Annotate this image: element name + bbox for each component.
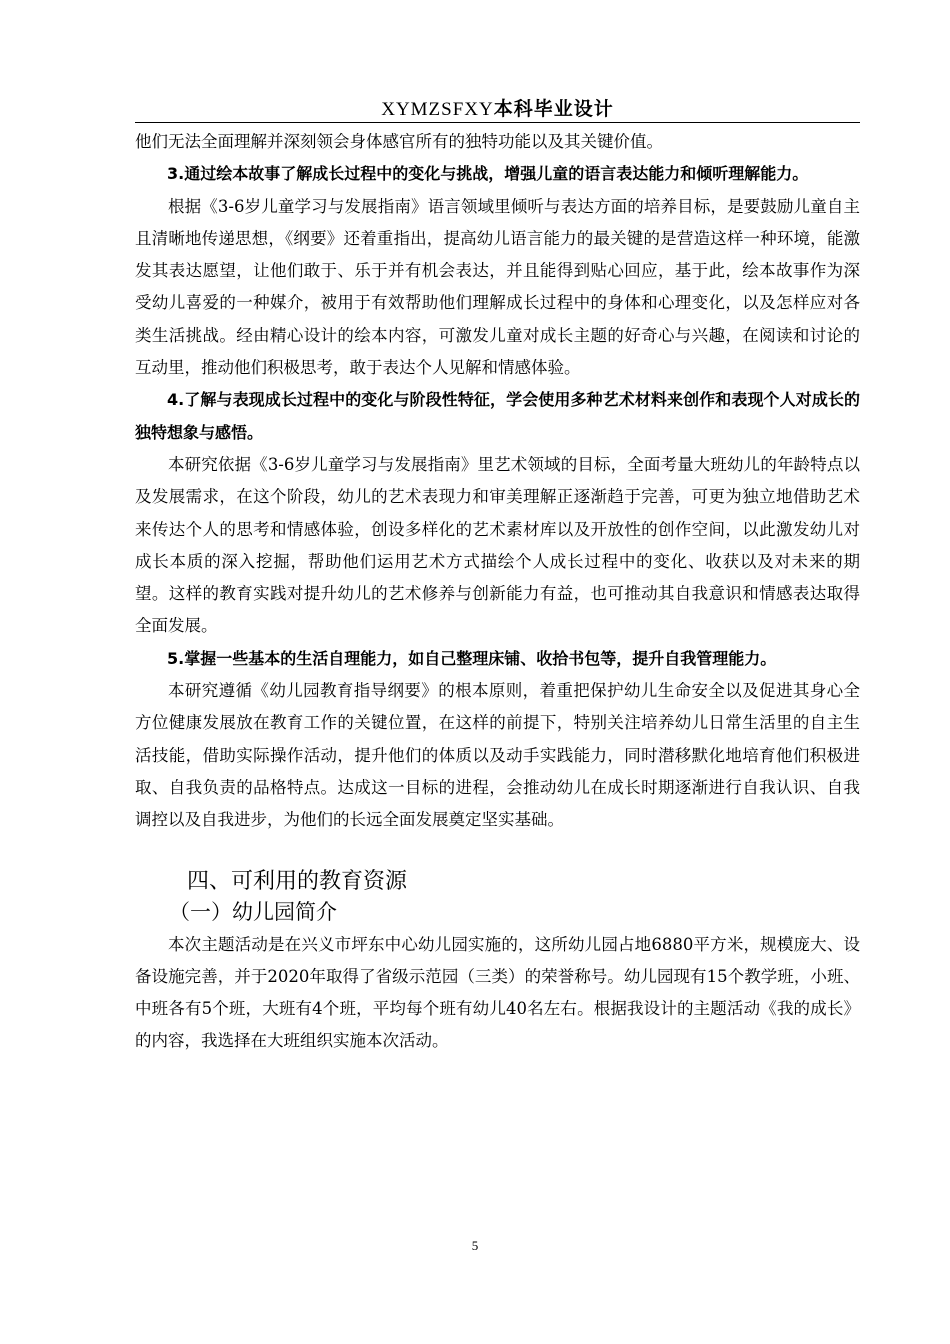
header-rule <box>135 122 860 123</box>
paragraph-language: 根据《3-6岁儿童学习与发展指南》语言领域里倾听与表达方面的培养目标，是要鼓励儿童自主且清晰地传递思想，《纲要》还着重指出，提高幼儿语言能力的最关键的是营造这样一种环境，能激发其表达愿望，让他们敢于、乐于并有机会表达，并且能得到贴心回应，基于此，绘本故事作为深受幼儿喜爱的一种媒介，被用于有效帮助他们理解成长过程中的身体和心理变化，以及怎样应对各类生活挑战。经由精心设计的绘本内容，可激发儿童对成长主题的好奇心与兴趣，在阅读和讨论的互动里，推动他们积极思考，敢于表达个人见解和情感体验。 <box>135 196 860 378</box>
subsection-heading: （一）幼儿园简介 <box>169 899 337 924</box>
section-heading: 四、可利用的教育资源 <box>187 868 408 894</box>
page-header <box>135 96 860 122</box>
document-body <box>135 126 860 1058</box>
paragraph-kindergarten-intro: 本次主题活动是在兴义市坪东中心幼儿园实施的，这所幼儿园占地6880平方米，规模庞大、设备设施完善，并于2020年取得了省级示范园（三类）的荣誉称号。幼儿园现有15个教学班，小班、中班各有5个班，大班有4个班，平均每个班有幼儿40名左右。根据我设计的主题活动《我的成长》的内容，我选择在大班组织实施本次活动。 <box>135 934 860 1051</box>
paragraph-art: 本研究依据《3-6岁儿童学习与发展指南》里艺术领域的目标，全面考量大班幼儿的年龄特点以及发展需求，在这个阶段，幼儿的艺术表现力和审美理解正逐渐趋于完善，可更为独立地借助艺术来传达个人的思考和情感体验，创设多样化的艺术素材库以及开放性的创作空间，以此激发幼儿对成长本质的深入挖掘，帮助他们运用艺术方式描绘个人成长过程中的变化、收获以及对未来的期望。这样的教育实践对提升幼儿的艺术修养与创新能力有益，也可推动其自我意识和情感表达取得全面发展。 <box>135 454 860 636</box>
page-number: 5 <box>471 1238 479 1253</box>
objective-heading-4: 4.了解与表现成长过程中的变化与阶段性特征，学会使用多种艺术材料来创作和表现个人对成长的独特想象与感悟。 <box>135 390 860 442</box>
header-title: 本科毕业设计 <box>493 98 614 120</box>
objective-heading-3: 3.通过绘本故事了解成长过程中的变化与挑战，增强儿童的语言表达能力和倾听理解能力。 <box>167 164 809 184</box>
header-prefix: XYMZSFXY <box>381 99 494 120</box>
objective-heading-5: 5.掌握一些基本的生活自理能力，如自己整理床铺、收拾书包等，提升自我管理能力。 <box>167 648 777 668</box>
paragraph-self-care: 本研究遵循《幼儿园教育指导纲要》的根本原则，着重把保护幼儿生命安全以及促进其身心全方位健康发展放在教育工作的关键位置，在这样的前提下，特别关注培养幼儿日常生活里的自主生活技能，借助实际操作活动，提升他们的体质以及动手实践能力，同时潜移默化地培育他们积极进取、自我负责的品格特点。达成这一目标的进程，会推动幼儿在成长时期逐渐进行自我认识、自我调控以及自我进步，为他们的长远全面发展奠定坚实基础。 <box>135 681 860 830</box>
paragraph-continuation: 他们无法全面理解并深刻领会身体感官所有的独特功能以及其关键价值。 <box>135 132 663 151</box>
